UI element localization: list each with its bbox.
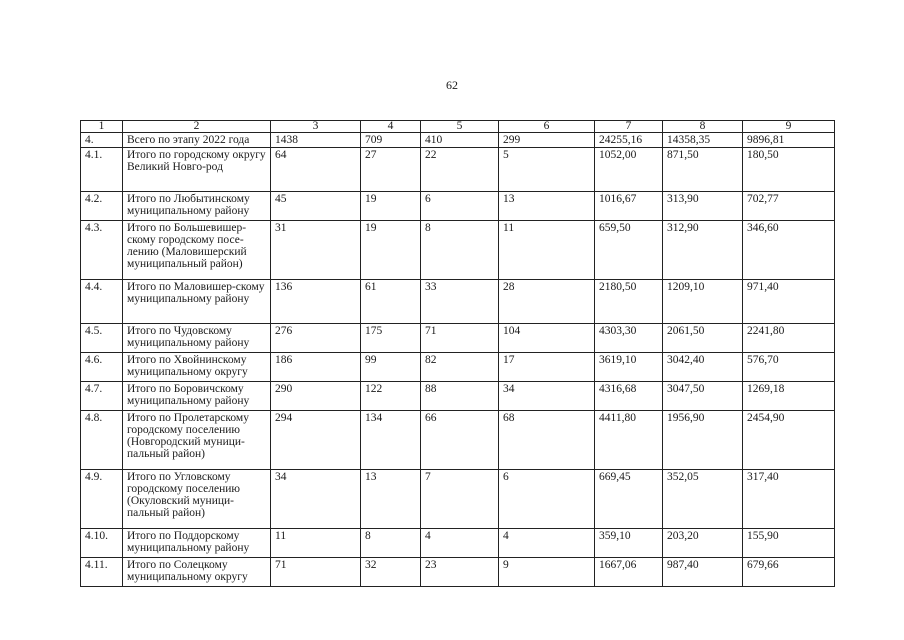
value-cell: 71: [421, 324, 499, 353]
value-cell: 4411,80: [595, 411, 663, 470]
value-cell: 1956,90: [663, 411, 743, 470]
value-cell: 709: [361, 133, 421, 148]
row-number-cell: 4.2.: [81, 192, 123, 221]
table-row: [81, 221, 835, 280]
value-cell: 136: [271, 280, 361, 324]
column-header: 2: [123, 121, 271, 133]
row-name-cell: Итого по Большевишер-скому городскому посе-лению (Маловишерский муниципальный район): [123, 221, 271, 280]
table-row: [81, 192, 835, 221]
column-header: 7: [595, 121, 663, 133]
value-cell: 71: [271, 558, 361, 587]
row-name-cell: Итого по Хвойнинскому муниципальному округу: [123, 353, 271, 382]
value-cell: 1667,06: [595, 558, 663, 587]
value-cell: 68: [499, 411, 595, 470]
table-row: [81, 353, 835, 382]
value-cell: 24255,16: [595, 133, 663, 148]
value-cell: 4316,68: [595, 382, 663, 411]
value-cell: 576,70: [743, 353, 835, 382]
value-cell: 2241,80: [743, 324, 835, 353]
value-cell: 155,90: [743, 529, 835, 558]
value-cell: 31: [271, 221, 361, 280]
value-cell: 2454,90: [743, 411, 835, 470]
column-header: 9: [743, 121, 835, 133]
value-cell: 679,66: [743, 558, 835, 587]
value-cell: 346,60: [743, 221, 835, 280]
value-cell: 971,40: [743, 280, 835, 324]
value-cell: 1438: [271, 133, 361, 148]
value-cell: 5: [499, 148, 595, 192]
value-cell: 6: [421, 192, 499, 221]
column-header: 1: [81, 121, 123, 133]
row-name-cell: Итого по Угловскому городскому поселению (Окуловский муници-пальный район): [123, 470, 271, 529]
value-cell: 2061,50: [663, 324, 743, 353]
value-cell: 19: [361, 192, 421, 221]
value-cell: 82: [421, 353, 499, 382]
row-number-cell: 4.9.: [81, 470, 123, 529]
value-cell: 871,50: [663, 148, 743, 192]
value-cell: 19: [361, 221, 421, 280]
value-cell: 203,20: [663, 529, 743, 558]
value-cell: 4303,30: [595, 324, 663, 353]
row-name-cell: Итого по городскому округу Великий Новго-род: [123, 148, 271, 192]
value-cell: 1269,18: [743, 382, 835, 411]
table-row: [81, 529, 835, 558]
value-cell: 1016,67: [595, 192, 663, 221]
value-cell: 290: [271, 382, 361, 411]
table-row-total: [81, 133, 835, 148]
table-row: [81, 280, 835, 324]
row-name-cell: Итого по Чудовскому муниципальному району: [123, 324, 271, 353]
row-name-cell: Итого по Поддорскому муниципальному району: [123, 529, 271, 558]
column-header: 6: [499, 121, 595, 133]
row-name-cell: Итого по Пролетарскому городскому поселению (Новгородский муници-пальный район): [123, 411, 271, 470]
value-cell: 4: [421, 529, 499, 558]
table-header-row: [81, 121, 835, 133]
value-cell: 13: [361, 470, 421, 529]
value-cell: 987,40: [663, 558, 743, 587]
page-number: 62: [446, 78, 458, 92]
row-number-cell: 4.4.: [81, 280, 123, 324]
value-cell: 66: [421, 411, 499, 470]
value-cell: 88: [421, 382, 499, 411]
value-cell: 11: [271, 529, 361, 558]
value-cell: 34: [499, 382, 595, 411]
value-cell: 359,10: [595, 529, 663, 558]
value-cell: 180,50: [743, 148, 835, 192]
value-cell: 6: [499, 470, 595, 529]
column-header: 5: [421, 121, 499, 133]
value-cell: 22: [421, 148, 499, 192]
value-cell: 134: [361, 411, 421, 470]
value-cell: 61: [361, 280, 421, 324]
table-row: [81, 558, 835, 587]
row-number-cell: 4.11.: [81, 558, 123, 587]
value-cell: 659,50: [595, 221, 663, 280]
value-cell: 352,05: [663, 470, 743, 529]
value-cell: 317,40: [743, 470, 835, 529]
row-name-cell: Итого по Любытинскому муниципальному району: [123, 192, 271, 221]
row-name-cell: Итого по Солецкому муниципальному округу: [123, 558, 271, 587]
value-cell: 2180,50: [595, 280, 663, 324]
row-name-cell: Итого по Боровичскому муниципальному району: [123, 382, 271, 411]
value-cell: 8: [421, 221, 499, 280]
value-cell: 104: [499, 324, 595, 353]
value-cell: 1209,10: [663, 280, 743, 324]
value-cell: 313,90: [663, 192, 743, 221]
table-row: [81, 148, 835, 192]
row-number-cell: 4.: [81, 133, 123, 148]
value-cell: 175: [361, 324, 421, 353]
value-cell: 8: [361, 529, 421, 558]
value-cell: 3619,10: [595, 353, 663, 382]
value-cell: 1052,00: [595, 148, 663, 192]
value-cell: 32: [361, 558, 421, 587]
table-row: [81, 382, 835, 411]
value-cell: 7: [421, 470, 499, 529]
row-name-cell: Всего по этапу 2022 года: [123, 133, 271, 148]
value-cell: 27: [361, 148, 421, 192]
value-cell: 3042,40: [663, 353, 743, 382]
row-number-cell: 4.10.: [81, 529, 123, 558]
value-cell: 64: [271, 148, 361, 192]
row-number-cell: 4.8.: [81, 411, 123, 470]
value-cell: 186: [271, 353, 361, 382]
value-cell: 299: [499, 133, 595, 148]
column-header: 4: [361, 121, 421, 133]
value-cell: 28: [499, 280, 595, 324]
row-number-cell: 4.3.: [81, 221, 123, 280]
row-name-cell: Итого по Маловишер-скому муниципальному району: [123, 280, 271, 324]
value-cell: 11: [499, 221, 595, 280]
value-cell: 4: [499, 529, 595, 558]
value-cell: 23: [421, 558, 499, 587]
value-cell: 294: [271, 411, 361, 470]
value-cell: 312,90: [663, 221, 743, 280]
table-row: [81, 324, 835, 353]
table-row: [81, 470, 835, 529]
column-header: 8: [663, 121, 743, 133]
value-cell: 13: [499, 192, 595, 221]
value-cell: 702,77: [743, 192, 835, 221]
value-cell: 276: [271, 324, 361, 353]
value-cell: 3047,50: [663, 382, 743, 411]
row-number-cell: 4.1.: [81, 148, 123, 192]
value-cell: 99: [361, 353, 421, 382]
table-row: [81, 411, 835, 470]
value-cell: 669,45: [595, 470, 663, 529]
value-cell: 410: [421, 133, 499, 148]
row-number-cell: 4.7.: [81, 382, 123, 411]
value-cell: 33: [421, 280, 499, 324]
row-number-cell: 4.6.: [81, 353, 123, 382]
column-header: 3: [271, 121, 361, 133]
row-number-cell: 4.5.: [81, 324, 123, 353]
value-cell: 14358,35: [663, 133, 743, 148]
value-cell: 45: [271, 192, 361, 221]
value-cell: 122: [361, 382, 421, 411]
data-table: [80, 120, 835, 587]
value-cell: 9: [499, 558, 595, 587]
value-cell: 17: [499, 353, 595, 382]
value-cell: 9896,81: [743, 133, 835, 148]
value-cell: 34: [271, 470, 361, 529]
